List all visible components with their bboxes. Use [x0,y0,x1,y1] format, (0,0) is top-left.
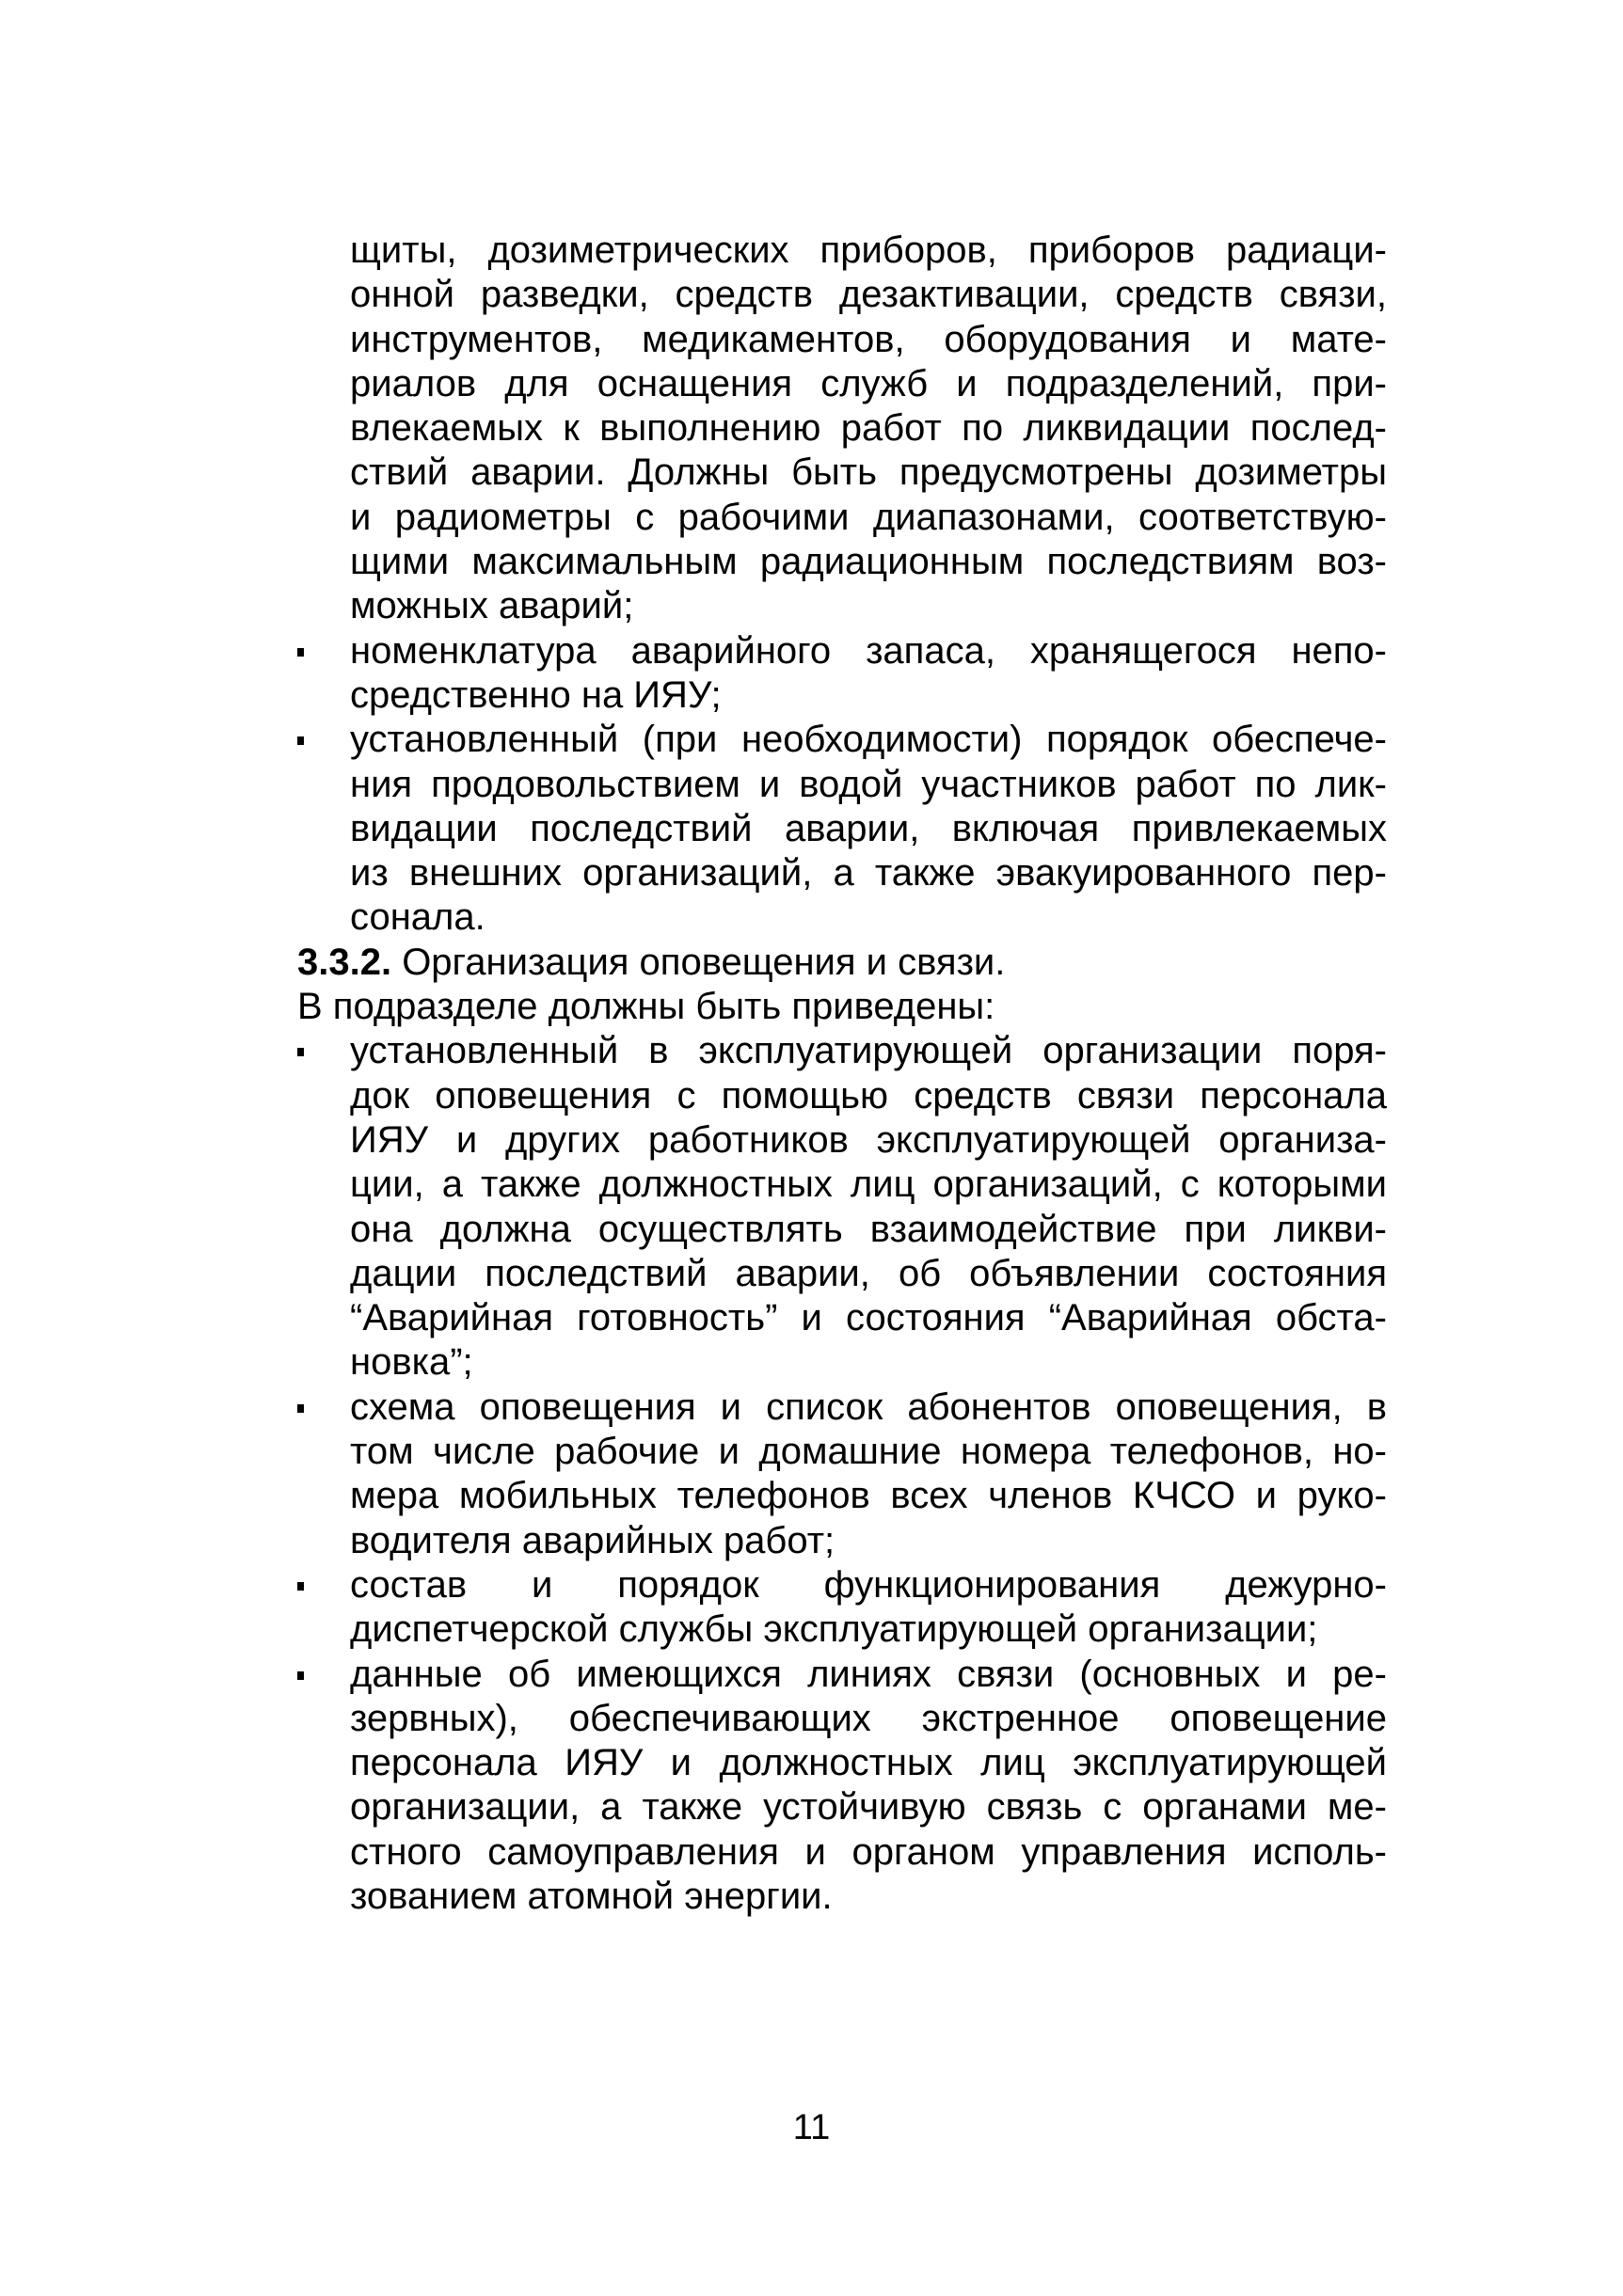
text-line: зервных), обеспечивающих экстренное оповещение [350,1697,1387,1739]
text-line: видации последствий аварии, включая привлекаемых [350,807,1387,849]
text-line: зованием атомной энергии. [350,1875,833,1917]
bullet-list-1 [297,629,1387,941]
paragraph-continuation [297,229,1387,629]
text-line: том числе рабочие и домашние номера телефонов, но- [350,1431,1387,1473]
text-line: риалов для оснащения служб и подразделений, при- [350,362,1387,404]
bullet-marker-icon [297,1671,304,1680]
text-line: инструментов, медикаментов, оборудования и мате- [350,318,1387,360]
list-item [297,1386,1387,1563]
text-line: онной разведки, средств дезактивации, средств связи, [350,274,1387,316]
text-line: щиты, дозиметрических приборов, приборов радиаци- [350,230,1387,271]
text-line: из внешних организаций, а также эвакуированного пер- [350,852,1387,895]
section-number: 3.3.2. [297,941,392,983]
text-line: состав и порядок функционирования дежурно- [350,1563,1387,1606]
list-item [297,629,1387,719]
text-line: организации, а также устойчивую связь с органами ме- [350,1786,1387,1829]
text-line: новка”; [350,1341,473,1384]
text-line: средственно на ИЯУ; [350,673,722,716]
bullet-list-2 [297,1029,1387,1919]
text-line: влекаемых к выполнению работ по ликвидации послед- [350,407,1387,450]
text-line: док оповещения с помощью средств связи персонала [350,1074,1387,1116]
section-title: Организация оповещения и связи. [391,941,1006,983]
text-line: щими максимальным радиационным последствиям воз- [350,541,1387,583]
text-line: водителя аварийных работ; [350,1519,835,1561]
list-item [297,1563,1387,1653]
text-line: установленный (при необходимости) порядок обеспече- [350,719,1387,761]
page-body [297,229,1387,1919]
text-line: установленный в эксплуатирующей организации поря- [350,1030,1387,1072]
text-line: ствий аварии. Должны быть предусмотрены дозиметры [350,451,1387,494]
text-line: ции, а также должностных лиц организаций, с которыми [350,1164,1387,1206]
text-line: стного самоуправления и органом управления исполь- [350,1830,1387,1873]
bullet-marker-icon [297,736,304,745]
text-line: можных аварий; [350,585,634,627]
page-number: 11 [792,2108,831,2147]
section-intro: В подразделе должны быть приведены: [297,986,995,1028]
bullet-marker-icon [297,648,304,657]
text-line: диспетчерской службы эксплуатирующей организации; [350,1608,1318,1651]
text-line: дации последствий аварии, об объявлении состояния [350,1252,1387,1294]
text-line: “Аварийная готовность” и состояния “Аварийная обста- [350,1297,1387,1339]
text-line: ИЯУ и других работников эксплуатирующей организа- [350,1118,1387,1161]
text-line: и радиометры с рабочими диапазонами, соответствую- [350,496,1387,538]
list-item [297,1029,1387,1385]
bullet-marker-icon [297,1048,304,1056]
text-line: мера мобильных телефонов всех членов КЧСО и руко- [350,1475,1387,1517]
text-line: сонала. [350,896,485,939]
text-line: ния продовольствием и водой участников работ по лик- [350,763,1387,805]
bullet-marker-icon [297,1582,304,1591]
bullet-marker-icon [297,1404,304,1413]
text-line: схема оповещения и список абонентов оповещения, в [350,1386,1387,1428]
list-item [297,718,1387,940]
list-item [297,1653,1387,1920]
text-line: номенклатура аварийного запаса, хранящегося непо- [350,629,1387,672]
section-heading [297,941,1387,985]
text-line: персонала ИЯУ и должностных лиц эксплуатирующей [350,1742,1387,1784]
text-line: данные об имеющихся линиях связи (основных и ре- [350,1653,1387,1695]
text-line: она должна осуществлять взаимодействие при ликви- [350,1208,1387,1250]
